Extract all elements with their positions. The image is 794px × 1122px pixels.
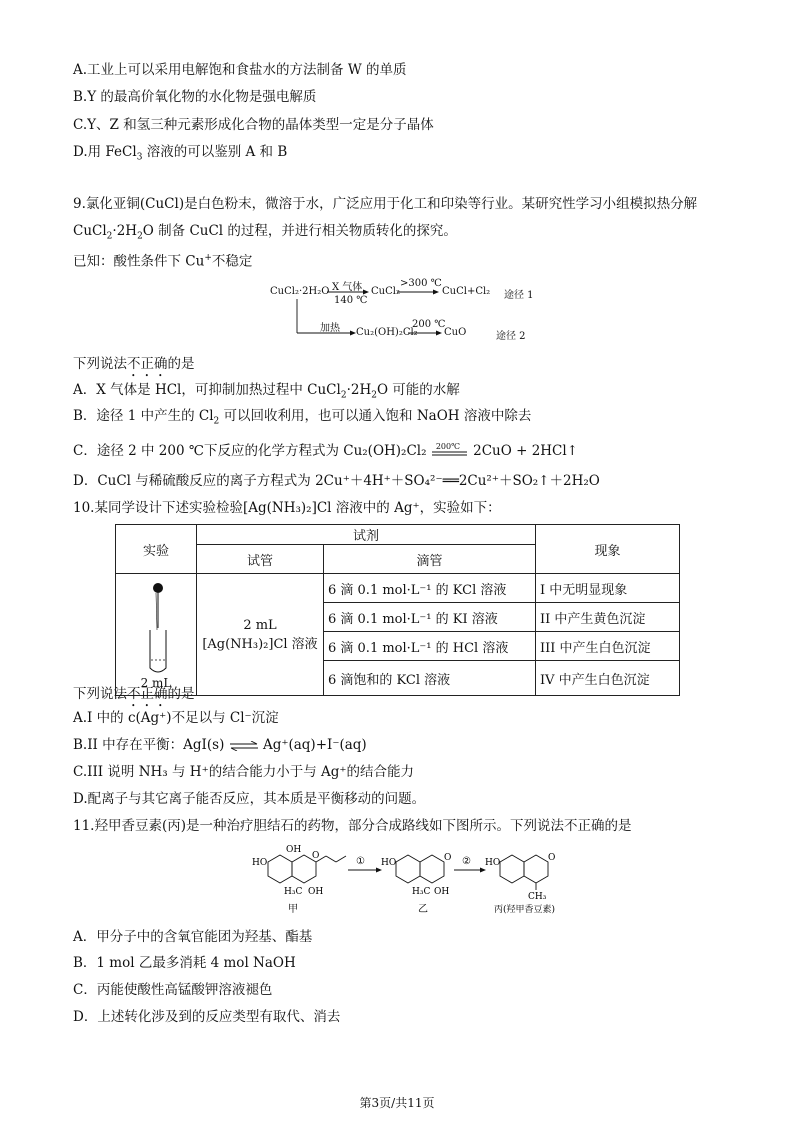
q8-option-c: C.Y、Z 和氢三种元素形成化合物的晶体类型一定是分子晶体 bbox=[73, 117, 434, 133]
th-phenomenon: 现象 bbox=[536, 525, 680, 574]
q10-option-b: B.II 中存在平衡：AgI(s) Ag⁺(aq)+I⁻(aq) bbox=[73, 737, 367, 753]
q8-option-d: D.用 FeCl$_3$ 溶液的可以鉴别 A 和 B bbox=[73, 144, 288, 163]
label-yi: 乙 bbox=[418, 904, 428, 915]
scheme-mid1: CuCl₂ bbox=[371, 286, 400, 297]
q10-stem: 10.某同学设计下述实验检验[Ag(NH₃)₂]Cl 溶液中的 Ag⁺，实验如下： bbox=[73, 500, 501, 516]
scheme-temp2: >300 ℃ bbox=[400, 278, 442, 289]
q9-option-a: A．X 气体是 HCl，可抑制加热过程中 $CuCl_2\cdot 2H_2O$ 可能的水解 bbox=[73, 382, 460, 401]
scheme-product1: CuCl+Cl₂ bbox=[442, 286, 491, 297]
th-experiment: 实验 bbox=[116, 525, 197, 574]
dropper-and-tube-drawing bbox=[126, 580, 186, 680]
q10-ask: 下列说法不正确的是 bbox=[73, 686, 195, 702]
dropper-row-2: 6 滴 0.1 mol·L⁻¹ 的 KI 溶液 bbox=[324, 603, 536, 632]
equilibrium-arrow-icon bbox=[229, 741, 259, 751]
reaction-scheme bbox=[250, 278, 570, 348]
dropper-row-3: 6 滴 0.1 mol·L⁻¹ 的 HCl 溶液 bbox=[324, 632, 536, 661]
q9-ask: 下列说法不正确的是 bbox=[73, 356, 195, 372]
jia-oh-bottom: OH bbox=[308, 887, 324, 897]
jia-o: O bbox=[312, 851, 320, 861]
label-jia: 甲 bbox=[288, 904, 298, 915]
q9-stem-line2: $CuCl_2\cdot 2H_2O$ 制备 CuCl 的过程，并进行相关物质转化的探究。 bbox=[73, 223, 457, 242]
q11-option-c: C．丙能使酸性高锰酸钾溶液褪色 bbox=[73, 982, 273, 998]
q9-stem-line1: 9.氯化亚铜(CuCl)是白色粉末，微溶于水，广泛应用于化工和印染等行业。某研究性学习小组模拟热分解 bbox=[73, 196, 698, 212]
molecule-bing bbox=[500, 855, 548, 890]
q11-stem: 11.羟甲香豆素(丙)是一种治疗胆结石的药物，部分合成路线如下图所示。下列说法不正确的是 bbox=[73, 818, 632, 834]
step-1-label: ① bbox=[356, 856, 365, 867]
th-dropper: 滴管 bbox=[324, 545, 536, 574]
q9-equation-arrow: 200℃ bbox=[435, 441, 461, 451]
bing-ho: HO bbox=[485, 858, 501, 868]
q9-equation-right: 2CuO + 2HCl↑ bbox=[473, 443, 579, 459]
th-reagent: 试剂 bbox=[197, 525, 536, 545]
scheme-start: CuCl₂·2H₂O bbox=[270, 286, 330, 297]
jia-ho: HO bbox=[252, 858, 268, 868]
phenomenon-row-1: I 中无明显现象 bbox=[536, 574, 680, 603]
jia-h3c: H₃C bbox=[284, 887, 303, 897]
yi-h3c: H₃C bbox=[412, 887, 431, 897]
q11-option-d: D．上述转化涉及到的反应类型有取代、消去 bbox=[73, 1009, 341, 1025]
apparatus-cell bbox=[116, 574, 197, 696]
bing-o: O bbox=[548, 853, 556, 863]
molecule-jia bbox=[268, 855, 346, 883]
synthesis-route-diagram bbox=[248, 840, 588, 920]
q9-equation-left: Cu₂(OH)₂Cl₂ bbox=[343, 443, 427, 459]
scheme-route1: 途径 1 bbox=[504, 290, 534, 301]
scheme-heat: 加热 bbox=[320, 323, 340, 334]
molecule-yi bbox=[396, 855, 444, 883]
scheme-x-gas: X 气体 bbox=[332, 282, 363, 293]
bing-ch3: CH₃ bbox=[528, 892, 547, 902]
yi-o: O bbox=[444, 853, 452, 863]
scheme-temp1: 140 ℃ bbox=[334, 295, 368, 306]
phenomenon-row-3: III 中产生白色沉淀 bbox=[536, 632, 680, 661]
q10-option-a: A.I 中的 c(Ag⁺)不足以与 Cl⁻沉淀 bbox=[73, 710, 279, 726]
q8-option-b: B.Y 的最高价氧化物的水化物是强电解质 bbox=[73, 89, 317, 105]
q11-option-a: A．甲分子中的含氧官能团为羟基、酯基 bbox=[73, 929, 313, 945]
q8-option-a: A.工业上可以采用电解饱和食盐水的方法制备 W 的单质 bbox=[73, 62, 407, 78]
scheme-mid2: Cu₂(OH)₂Cl₂ bbox=[356, 327, 418, 338]
experiment-table bbox=[115, 524, 680, 696]
phenomenon-row-2: II 中产生黄色沉淀 bbox=[536, 603, 680, 632]
step-2-label: ② bbox=[462, 856, 471, 867]
jia-oh-top: OH bbox=[286, 845, 302, 855]
page-footer: 第3页/共11页 bbox=[359, 1096, 435, 1110]
q9-option-c: C．途径 2 中 200 ℃下反应的化学方程式为 Cu₂(OH)₂Cl₂ 200℃ 2CuO + 2HCl↑ bbox=[73, 441, 579, 459]
dropper-row-1: 6 滴 0.1 mol·L⁻¹ 的 KCl 溶液 bbox=[324, 574, 536, 603]
q9-known: 已知：酸性条件下 Cu+不稳定 bbox=[73, 253, 253, 270]
q11-option-b: B．1 mol 乙最多消耗 4 mol NaOH bbox=[73, 955, 296, 971]
th-tube: 试管 bbox=[197, 545, 324, 574]
tube-volume-label: 2 mL bbox=[140, 675, 172, 690]
scheme-temp3: 200 ℃ bbox=[412, 319, 446, 330]
yi-ho: HO bbox=[381, 858, 397, 868]
q10-option-d: D.配离子与其它离子能否反应，其本质是平衡移动的问题。 bbox=[73, 791, 426, 807]
label-bing: 丙(羟甲香豆素) bbox=[494, 905, 556, 915]
q10-option-c: C.III 说明 NH₃ 与 H⁺的结合能力小于与 Ag⁺的结合能力 bbox=[73, 764, 415, 780]
yi-oh: OH bbox=[434, 887, 450, 897]
scheme-product2: CuO bbox=[444, 327, 467, 338]
scheme-route2: 途径 2 bbox=[496, 331, 526, 342]
q9-option-d: D．CuCl 与稀硫酸反应的离子方程式为 2Cu⁺＋4H⁺＋SO₄²⁻══2Cu²⁺＋SO₂↑＋2H₂O bbox=[73, 473, 600, 489]
q9-option-b: B．途径 1 中产生的 $Cl_2$ 可以回收利用，也可以通入饱和 NaOH 溶液中除去 bbox=[73, 408, 532, 427]
tube-content: 2 mL [Ag(NH₃)₂]Cl 溶液 bbox=[197, 574, 324, 696]
dropper-row-4: 6 滴饱和的 KCl 溶液 bbox=[324, 661, 536, 696]
phenomenon-row-4: IV 中产生白色沉淀 bbox=[536, 661, 680, 696]
